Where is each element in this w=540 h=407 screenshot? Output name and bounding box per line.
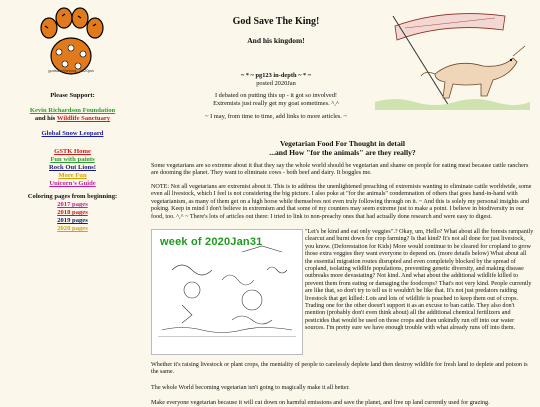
wildlife-sanctuary-link[interactable]: Wildlife Sanctuary: [56, 115, 111, 122]
posted-date: posted 2020Jan: [256, 79, 296, 87]
comic-sketch-icon: [152, 230, 302, 354]
coloring-pages: [0, 193, 145, 233]
page-subtitle: And his kingdom!: [247, 36, 305, 45]
headline-line-2: ...and How "for the animals" are they really?: [269, 148, 416, 157]
unicorn-banner-drawing: [375, 6, 530, 110]
comic-week-label: week of 2020Jan31: [160, 236, 263, 248]
global-snow-leopard-link[interactable]: Global Snow Leopard: [41, 130, 104, 137]
coloring-title: Coloring pages from beginning:: [27, 193, 118, 200]
unicorns-guide-link[interactable]: Unicorn's Guide: [49, 180, 96, 187]
paw-caption: godsavetheking...2020jan: [48, 68, 94, 73]
more-fun-link[interactable]: More Fun: [58, 172, 87, 179]
article-headline: [150, 139, 535, 157]
pages-2017-link[interactable]: 2017 pages: [57, 201, 88, 208]
kevin-richardson-link[interactable]: Kevin Richardson Foundation: [29, 107, 116, 114]
paragraph-note: NOTE: Not all vegetarians are extremist about it. This is to address the unenlightened preaching of extremists wanting to eliminate cattle worldwide, some even all livestock, which I feel is not considering the big picture. I also poke at "for the animals" condemnation of others that goes hand-in-hand with vegetarianism, as many of them get on a high horse while themselves not even truly following through on it. ~ And this is solely my personal insights and poking. Keep in mind I don't believe in extremism and that some of my counters may seem extreme just to make a point. I believe in biodiversity in our food, too. ^,^ ~ There's lots of articles out there: I tried to link to non-preachy ones that had actually done research and were easy to digest.: [151, 184, 532, 220]
nav-links: [0, 148, 145, 188]
intro-note: [170, 92, 382, 107]
weekly-comic[interactable]: [151, 229, 303, 355]
headline-line-1: Vegetarian Food For Thought in detail: [280, 139, 405, 148]
debated-line-2: Extremists just really get my goat sometimes. ^,^: [213, 99, 339, 107]
pages-2020-link[interactable]: 2020 pages: [57, 225, 88, 232]
paragraph-world: The whole World becoming vegetarian isn't going to magically make it all better.: [151, 385, 350, 391]
paragraph-mentality: Whether it's raising livestock or plant crops, the mentality of people to carelessly deplete land then destroy wildlife for fresh land to deplete and poison is the same.: [151, 362, 528, 376]
fun-with-paints-link[interactable]: Fun with paints: [50, 156, 95, 163]
may-add-links-note: ~ I may, from time to time, add links to more articles. ~: [205, 113, 347, 120]
pg-line: ~ * ~ pg123 in-depth ~ * ~: [240, 72, 312, 79]
right-column-text: "Let's be kind and eat only veggies".? Okay, um, Hello? What about all the forests rampantly clearcut and burnt down for crop farming? Is that kind? It's not all done for just livestock, you know. (Deforestation for Kids) More would continue to be cleared for cropland to grow those extra veggies they want everyone to depend on. (more details below) What about all the essential migration routes disrupted and even completely blocked by the spread of cropland, isolating wildlife populations, preventing genetic diversity, and making disease outbreaks more devastating? Not kind. And what about the additional wildlife killed to prevent them from eating or damaging the foodcrops? That's not very kind. People currently are like that, so don't try to tell us it wouldn't be like that. It's not just predators raiding livestock that get killed: Lots and lots of wildlife is poached to keep them out of crops. Trading one for the other doesn't support it as an excuse to ban cattle. They also don't mention (probably don't even think about) all the additional chemical fertilizers and pesticides that would be used on those crops and then unkindly run off into our water sources. I'm pretty sure we have enough trouble with what already runs off into them.: [305, 229, 534, 332]
page-title: God Save The King!: [232, 16, 320, 27]
gstk-home-link[interactable]: GSTK Home: [54, 148, 91, 155]
please-support-label: Please Support:: [50, 92, 95, 99]
sidebar: [0, 0, 145, 405]
paragraph-intro: Some vegetarians are so extreme about it that they say the whole world should be vegetarian and shame on people for eating meat because cattle ranchers are dooming the planet. They want to eliminate cows - both beef and dairy. It boggles me.: [151, 163, 529, 177]
pages-2019-link[interactable]: 2019 pages: [57, 217, 88, 224]
post-info: [198, 72, 354, 87]
pages-2018-link[interactable]: 2018 pages: [57, 209, 88, 216]
rock-out-lions-link[interactable]: Rock Out Lions!: [49, 164, 96, 171]
paragraph-emissions: Make everyone vegetarian because it will cut down on harmful emissions and save the planet, and free up land currently used for grazing.: [151, 400, 490, 406]
and-his-text: and his: [34, 115, 56, 122]
debated-line-1: I debated on putting this up - it got so involved!: [214, 92, 338, 99]
support-section: [0, 92, 145, 138]
